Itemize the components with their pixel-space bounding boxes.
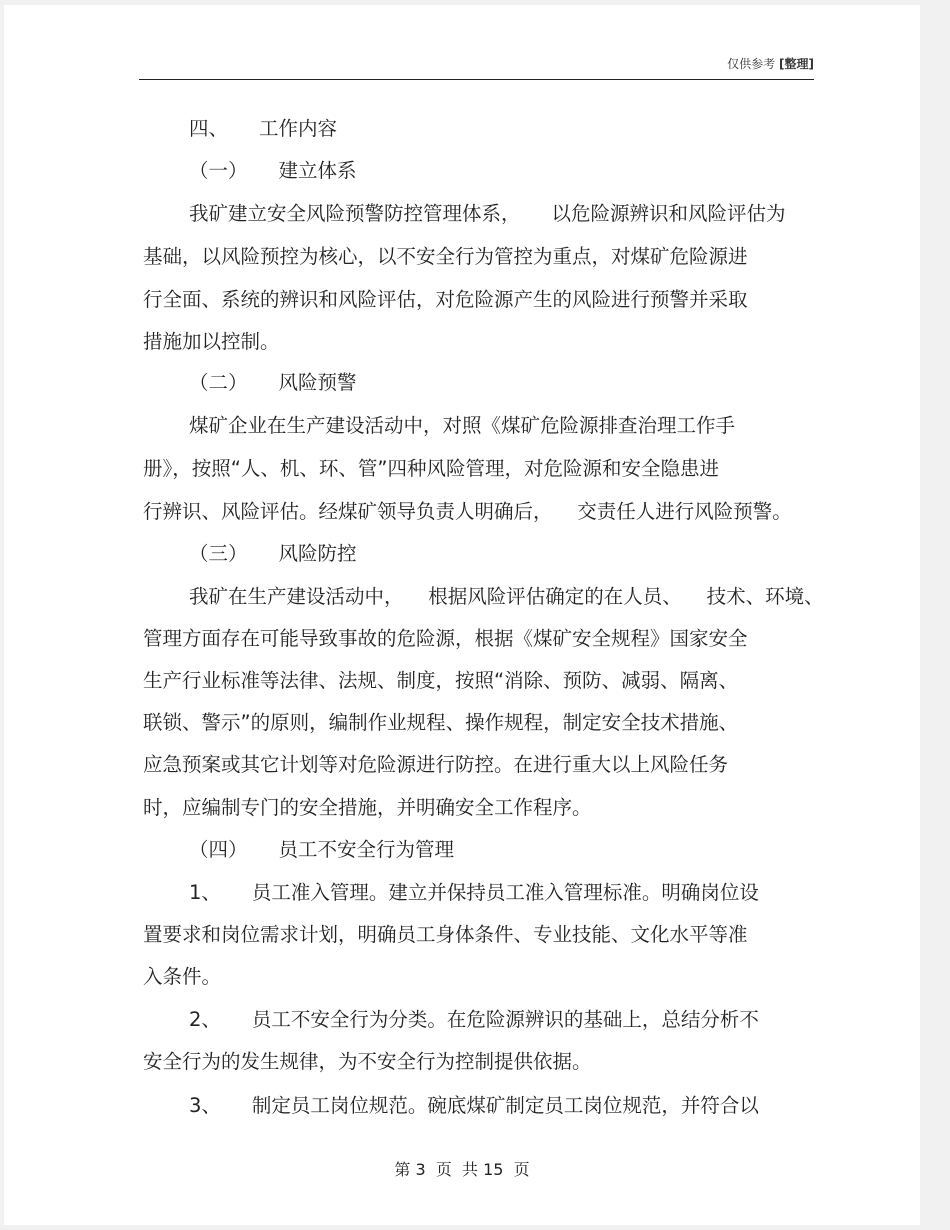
paragraph-line: 煤矿企业在生产建设活动中，对照《煤矿危险源排查治理工作手 bbox=[189, 414, 736, 437]
paragraph-line: 时，应编制专门的安全措施，并明确安全工作程序。 bbox=[143, 796, 592, 819]
header-rule bbox=[139, 79, 814, 80]
paragraph-line: 我矿建立安全风险预警防控管理体系， 以危险源辨识和风险评估为 bbox=[189, 202, 786, 225]
paragraph-line: 管理方面存在可能导致事故的危险源，根据《煤矿安全规程》国家安全 bbox=[143, 627, 748, 650]
subsection-heading: （四） 员工不安全行为管理 bbox=[189, 838, 454, 861]
paragraph-line: 2、 员工不安全行为分类。在危险源辨识的基础上，总结分析不 bbox=[189, 1008, 759, 1031]
document-page bbox=[4, 5, 920, 1225]
page-footer: 第 3 页 共 15 页 bbox=[394, 1160, 530, 1179]
header-tag: [整理] bbox=[779, 57, 814, 71]
paragraph-line: 安全行为的发生规律，为不安全行为控制提供依据。 bbox=[143, 1050, 592, 1073]
paragraph-line: 联锁、警示”的原则，编制作业规程、操作规程，制定安全技术措施、 bbox=[143, 711, 739, 734]
paragraph-line: 基础，以风险预控为核心，以不安全行为管控为重点，对煤矿危险源进 bbox=[143, 245, 748, 268]
section-heading: 四、 工作内容 bbox=[189, 117, 337, 140]
paragraph-line: 册》，按照“人、机、环、管”四种风险管理，对危险源和安全隐患进 bbox=[143, 457, 719, 480]
subsection-heading: （一） 建立体系 bbox=[189, 159, 357, 182]
header-text: 仅供参考 bbox=[727, 57, 776, 71]
paragraph-line: 置要求和岗位需求计划，明确员工身体条件、专业技能、文化水平等准 bbox=[143, 923, 748, 946]
paragraph-line: 行辨识、风险评估。经煤矿领导负责人明确后， 交责任人进行风险预警。 bbox=[143, 500, 792, 523]
paragraph-line: 3、 制定员工岗位规范。碗底煤矿制定员工岗位规范，并符合以 bbox=[189, 1094, 759, 1117]
paragraph-line: 1、 员工准入管理。建立并保持员工准入管理标准。明确岗位设 bbox=[189, 881, 759, 904]
paragraph-line: 行全面、系统的辨识和风险评估，对危险源产生的风险进行预警并采取 bbox=[143, 288, 748, 311]
paragraph-line: 措施加以控制。 bbox=[143, 330, 280, 353]
paragraph-line: 入条件。 bbox=[143, 965, 222, 988]
subsection-heading: （二） 风险预警 bbox=[189, 371, 357, 394]
paragraph-line: 我矿在生产建设活动中， 根据风险评估确定的在人员、 技术、环境、 bbox=[189, 585, 824, 608]
paragraph-line: 生产行业标准等法律、法规、制度，按照“消除、预防、减弱、隔离、 bbox=[143, 669, 739, 692]
page-header bbox=[139, 55, 814, 77]
paragraph-line: 应急预案或其它计划等对危险源进行防控。在进行重大以上风险任务 bbox=[143, 753, 729, 776]
subsection-heading: （三） 风险防控 bbox=[189, 542, 357, 565]
